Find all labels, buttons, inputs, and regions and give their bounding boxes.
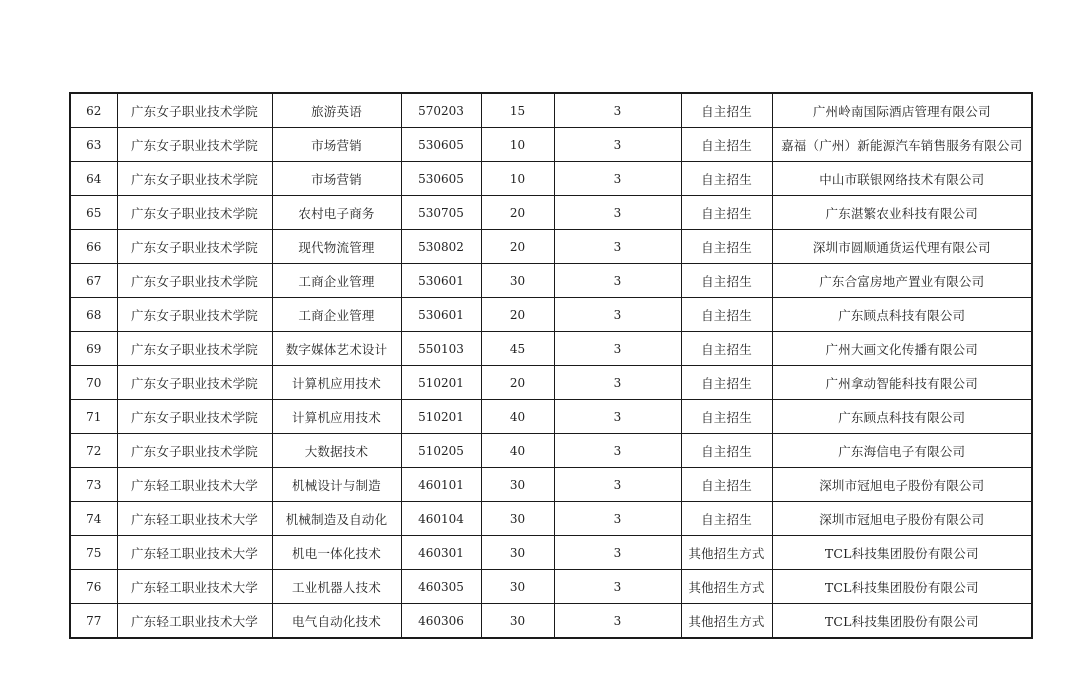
company-cell: 广州岭南国际酒店管理有限公司: [772, 93, 1032, 128]
duration-cell: 3: [554, 162, 681, 196]
row-index-cell: 66: [70, 230, 117, 264]
row-index-cell: 75: [70, 536, 117, 570]
major-cell: 现代物流管理: [272, 230, 401, 264]
duration-cell: 3: [554, 400, 681, 434]
duration-cell: 3: [554, 502, 681, 536]
major-cell: 旅游英语: [272, 93, 401, 128]
school-cell: 广东女子职业技术学院: [117, 332, 272, 366]
row-index-cell: 76: [70, 570, 117, 604]
table-row: [70, 93, 1032, 128]
quota-cell: 30: [481, 536, 554, 570]
school-cell: 广东女子职业技术学院: [117, 298, 272, 332]
major-cell: 机械设计与制造: [272, 468, 401, 502]
row-index-cell: 71: [70, 400, 117, 434]
row-index-cell: 62: [70, 93, 117, 128]
company-cell: TCL科技集团股份有限公司: [772, 604, 1032, 639]
duration-cell: 3: [554, 366, 681, 400]
table-row: [70, 128, 1032, 162]
row-index-cell: 65: [70, 196, 117, 230]
major-cell: 工商企业管理: [272, 264, 401, 298]
quota-cell: 10: [481, 128, 554, 162]
major-cell: 数字媒体艺术设计: [272, 332, 401, 366]
quota-cell: 40: [481, 434, 554, 468]
table-row: [70, 604, 1032, 639]
major-cell: 大数据技术: [272, 434, 401, 468]
duration-cell: 3: [554, 230, 681, 264]
admission-method-cell: 自主招生: [681, 162, 772, 196]
quota-cell: 30: [481, 502, 554, 536]
school-cell: 广东女子职业技术学院: [117, 128, 272, 162]
major-cell: 市场营销: [272, 162, 401, 196]
school-cell: 广东女子职业技术学院: [117, 93, 272, 128]
quota-cell: 20: [481, 298, 554, 332]
row-index-cell: 63: [70, 128, 117, 162]
school-cell: 广东女子职业技术学院: [117, 366, 272, 400]
school-cell: 广东女子职业技术学院: [117, 162, 272, 196]
row-index-cell: 70: [70, 366, 117, 400]
admission-method-cell: 自主招生: [681, 400, 772, 434]
admission-method-cell: 其他招生方式: [681, 604, 772, 639]
quota-cell: 30: [481, 604, 554, 639]
major-code-cell: 460301: [401, 536, 481, 570]
company-cell: 广东顾点科技有限公司: [772, 298, 1032, 332]
company-cell: TCL科技集团股份有限公司: [772, 536, 1032, 570]
major-cell: 工商企业管理: [272, 298, 401, 332]
company-cell: TCL科技集团股份有限公司: [772, 570, 1032, 604]
major-cell: 电气自动化技术: [272, 604, 401, 639]
row-index-cell: 68: [70, 298, 117, 332]
school-cell: 广东女子职业技术学院: [117, 400, 272, 434]
major-code-cell: 570203: [401, 93, 481, 128]
school-cell: 广东轻工职业技术大学: [117, 604, 272, 639]
table-row: [70, 536, 1032, 570]
duration-cell: 3: [554, 604, 681, 639]
admission-method-cell: 自主招生: [681, 468, 772, 502]
row-index-cell: 77: [70, 604, 117, 639]
table-row: [70, 366, 1032, 400]
major-code-cell: 460104: [401, 502, 481, 536]
company-cell: 广东合富房地产置业有限公司: [772, 264, 1032, 298]
admission-method-cell: 自主招生: [681, 230, 772, 264]
table-body: [70, 93, 1032, 638]
major-code-cell: 530705: [401, 196, 481, 230]
major-code-cell: 460305: [401, 570, 481, 604]
row-index-cell: 67: [70, 264, 117, 298]
admission-method-cell: 自主招生: [681, 366, 772, 400]
company-cell: 深圳市圆顺通货运代理有限公司: [772, 230, 1032, 264]
table-row: [70, 230, 1032, 264]
school-cell: 广东轻工职业技术大学: [117, 536, 272, 570]
major-code-cell: 550103: [401, 332, 481, 366]
table-row: [70, 332, 1032, 366]
major-cell: 计算机应用技术: [272, 366, 401, 400]
major-code-cell: 510201: [401, 400, 481, 434]
row-index-cell: 72: [70, 434, 117, 468]
duration-cell: 3: [554, 536, 681, 570]
quota-cell: 20: [481, 196, 554, 230]
table-row: [70, 468, 1032, 502]
major-cell: 机电一体化技术: [272, 536, 401, 570]
enrollment-table: [69, 92, 1033, 639]
table-row: [70, 196, 1032, 230]
row-index-cell: 69: [70, 332, 117, 366]
duration-cell: 3: [554, 264, 681, 298]
admission-method-cell: 自主招生: [681, 196, 772, 230]
admission-method-cell: 自主招生: [681, 264, 772, 298]
major-code-cell: 530802: [401, 230, 481, 264]
quota-cell: 30: [481, 468, 554, 502]
quota-cell: 15: [481, 93, 554, 128]
school-cell: 广东女子职业技术学院: [117, 264, 272, 298]
admission-method-cell: 其他招生方式: [681, 570, 772, 604]
company-cell: 广东海信电子有限公司: [772, 434, 1032, 468]
duration-cell: 3: [554, 570, 681, 604]
duration-cell: 3: [554, 128, 681, 162]
school-cell: 广东女子职业技术学院: [117, 434, 272, 468]
row-index-cell: 73: [70, 468, 117, 502]
major-code-cell: 530601: [401, 264, 481, 298]
table-row: [70, 264, 1032, 298]
table-row: [70, 434, 1032, 468]
table-row: [70, 400, 1032, 434]
company-cell: 广州大画文化传播有限公司: [772, 332, 1032, 366]
quota-cell: 30: [481, 264, 554, 298]
major-code-cell: 530605: [401, 128, 481, 162]
duration-cell: 3: [554, 468, 681, 502]
major-cell: 工业机器人技术: [272, 570, 401, 604]
major-code-cell: 510205: [401, 434, 481, 468]
major-code-cell: 530605: [401, 162, 481, 196]
major-code-cell: 460306: [401, 604, 481, 639]
admission-method-cell: 自主招生: [681, 128, 772, 162]
admission-method-cell: 自主招生: [681, 502, 772, 536]
school-cell: 广东轻工职业技术大学: [117, 468, 272, 502]
duration-cell: 3: [554, 434, 681, 468]
company-cell: 广东顾点科技有限公司: [772, 400, 1032, 434]
quota-cell: 20: [481, 230, 554, 264]
major-code-cell: 530601: [401, 298, 481, 332]
quota-cell: 45: [481, 332, 554, 366]
school-cell: 广东轻工职业技术大学: [117, 502, 272, 536]
duration-cell: 3: [554, 196, 681, 230]
quota-cell: 30: [481, 570, 554, 604]
major-cell: 农村电子商务: [272, 196, 401, 230]
company-cell: 中山市联银网络技术有限公司: [772, 162, 1032, 196]
duration-cell: 3: [554, 93, 681, 128]
school-cell: 广东女子职业技术学院: [117, 230, 272, 264]
company-cell: 广东湛繁农业科技有限公司: [772, 196, 1032, 230]
quota-cell: 10: [481, 162, 554, 196]
company-cell: 广州拿动智能科技有限公司: [772, 366, 1032, 400]
major-cell: 机械制造及自动化: [272, 502, 401, 536]
major-code-cell: 510201: [401, 366, 481, 400]
quota-cell: 40: [481, 400, 554, 434]
admission-method-cell: 其他招生方式: [681, 536, 772, 570]
admission-method-cell: 自主招生: [681, 434, 772, 468]
quota-cell: 20: [481, 366, 554, 400]
row-index-cell: 64: [70, 162, 117, 196]
school-cell: 广东轻工职业技术大学: [117, 570, 272, 604]
major-code-cell: 460101: [401, 468, 481, 502]
duration-cell: 3: [554, 332, 681, 366]
table-row: [70, 162, 1032, 196]
table-row: [70, 570, 1032, 604]
company-cell: 深圳市冠旭电子股份有限公司: [772, 468, 1032, 502]
table-row: [70, 502, 1032, 536]
table-row: [70, 298, 1032, 332]
duration-cell: 3: [554, 298, 681, 332]
company-cell: 嘉福（广州）新能源汽车销售服务有限公司: [772, 128, 1032, 162]
admission-method-cell: 自主招生: [681, 332, 772, 366]
admission-method-cell: 自主招生: [681, 298, 772, 332]
school-cell: 广东女子职业技术学院: [117, 196, 272, 230]
row-index-cell: 74: [70, 502, 117, 536]
major-cell: 计算机应用技术: [272, 400, 401, 434]
admission-method-cell: 自主招生: [681, 93, 772, 128]
major-cell: 市场营销: [272, 128, 401, 162]
company-cell: 深圳市冠旭电子股份有限公司: [772, 502, 1032, 536]
